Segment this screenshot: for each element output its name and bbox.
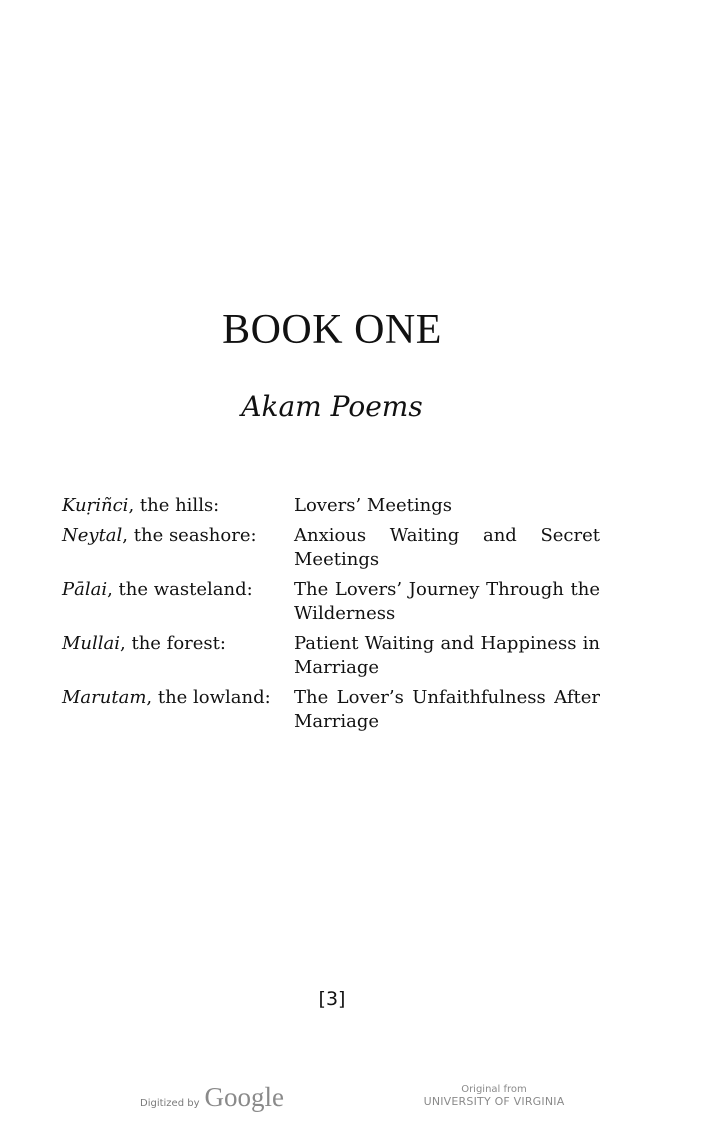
contents-row — [62, 524, 600, 572]
landscape-name: Neytal — [62, 525, 123, 546]
landscape-description: , the hills: — [128, 495, 220, 516]
contents-row — [62, 686, 600, 734]
contents-list — [62, 494, 600, 740]
contents-landscape — [62, 524, 294, 572]
contents-landscape — [62, 578, 294, 626]
contents-row — [62, 632, 600, 680]
book-subtitle: Akam Poems — [241, 390, 423, 423]
digitized-by-watermark — [140, 1082, 284, 1113]
contents-theme: Lovers’ Meetings — [294, 495, 452, 516]
source-watermark — [400, 1084, 588, 1108]
landscape-description: , the lowland: — [146, 687, 271, 708]
contents-row — [62, 494, 600, 518]
contents-landscape — [62, 686, 294, 734]
landscape-description: , the seashore: — [122, 525, 257, 546]
google-logo: Google — [204, 1082, 284, 1112]
landscape-name: Kuṛiñci — [62, 495, 129, 516]
landscape-name: Pālai — [62, 579, 108, 600]
digitized-by-label: Digitized by — [140, 1098, 200, 1109]
contents-row — [62, 578, 600, 626]
contents-theme: The Lover’s Unfaithfulness After Marriage — [294, 687, 600, 732]
university-name: UNIVERSITY OF VIRGINIA — [423, 1095, 565, 1108]
contents-theme: The Lovers’ Journey Through the Wilderness — [294, 579, 600, 624]
landscape-description: , the wasteland: — [107, 579, 253, 600]
contents-landscape — [62, 632, 294, 680]
landscape-name: Marutam — [62, 687, 147, 708]
contents-theme: Anxious Waiting and Secret Meetings — [294, 525, 600, 570]
landscape-name: Mullai — [62, 633, 121, 654]
contents-theme: Patient Waiting and Happiness in Marriage — [294, 633, 600, 678]
landscape-description: , the forest: — [120, 633, 226, 654]
contents-landscape — [62, 494, 294, 518]
page-number: [3] — [318, 988, 346, 1010]
original-from-label: Original from — [461, 1084, 527, 1095]
book-title: BOOK ONE — [222, 307, 442, 353]
